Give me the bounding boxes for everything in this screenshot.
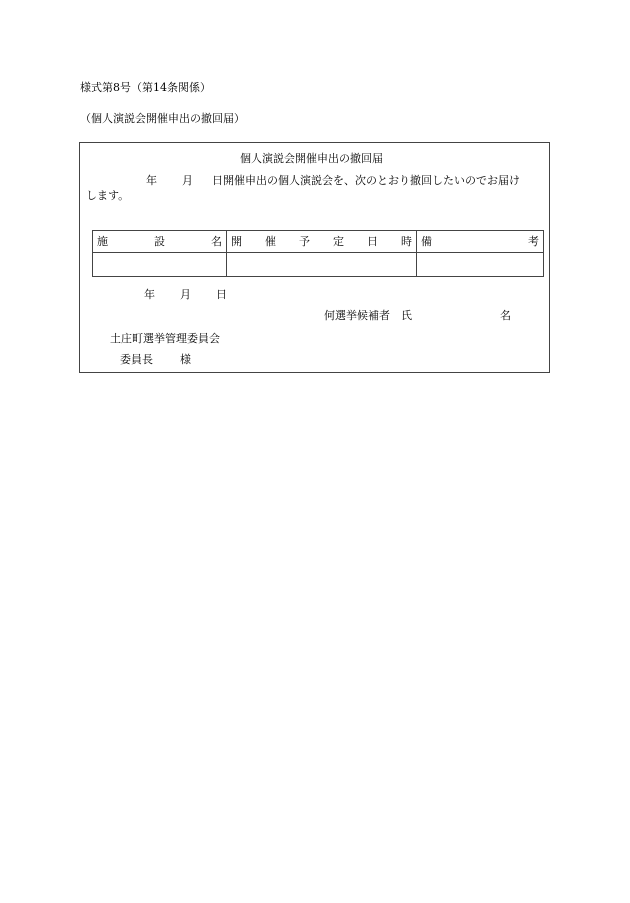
header-char: 催 <box>265 235 276 248</box>
candidate-name-label: 名 <box>500 309 511 322</box>
header-scheduled-datetime <box>227 231 417 253</box>
header-facility-name <box>93 231 227 253</box>
header-char: 備 <box>421 235 432 248</box>
header-remarks <box>417 231 544 253</box>
honorific-sama: 様 <box>180 353 191 366</box>
header-char: 施 <box>97 235 108 248</box>
intro-line-2: します。 <box>86 189 130 202</box>
intro-year-label: 年 <box>146 174 157 187</box>
date-day-label: 日 <box>216 288 227 301</box>
form-box <box>79 142 550 373</box>
header-char: 開 <box>231 235 242 248</box>
header-char: 予 <box>299 235 310 248</box>
remarks-cell[interactable] <box>417 253 544 277</box>
table-row <box>93 253 544 277</box>
date-year-label: 年 <box>144 288 155 301</box>
form-title-parenthetical: （個人演説会開催申出の撤回届） <box>80 112 245 125</box>
header-char: 考 <box>528 235 539 248</box>
header-char: 日 <box>367 235 378 248</box>
intro-day-text: 日開催申出の個人演説会を、次のとおり撤回したいのでお届け <box>212 174 520 187</box>
form-number-label: 様式第8号（第14条関係） <box>80 81 211 94</box>
header-char: 時 <box>401 235 412 248</box>
scheduled-datetime-cell[interactable] <box>227 253 417 277</box>
facility-table <box>92 230 544 277</box>
header-char: 名 <box>211 235 222 248</box>
form-title: 個人演説会開催申出の撤回届 <box>240 152 383 165</box>
chair-label: 委員長 <box>120 353 153 366</box>
intro-month-label: 月 <box>182 174 193 187</box>
facility-name-cell[interactable] <box>93 253 227 277</box>
header-char: 定 <box>333 235 344 248</box>
date-month-label: 月 <box>180 288 191 301</box>
table-header-row <box>93 231 544 253</box>
candidate-label: 何選挙候補者 氏 <box>324 309 412 322</box>
committee-name: 土庄町選挙管理委員会 <box>110 332 220 345</box>
header-char: 設 <box>154 235 165 248</box>
